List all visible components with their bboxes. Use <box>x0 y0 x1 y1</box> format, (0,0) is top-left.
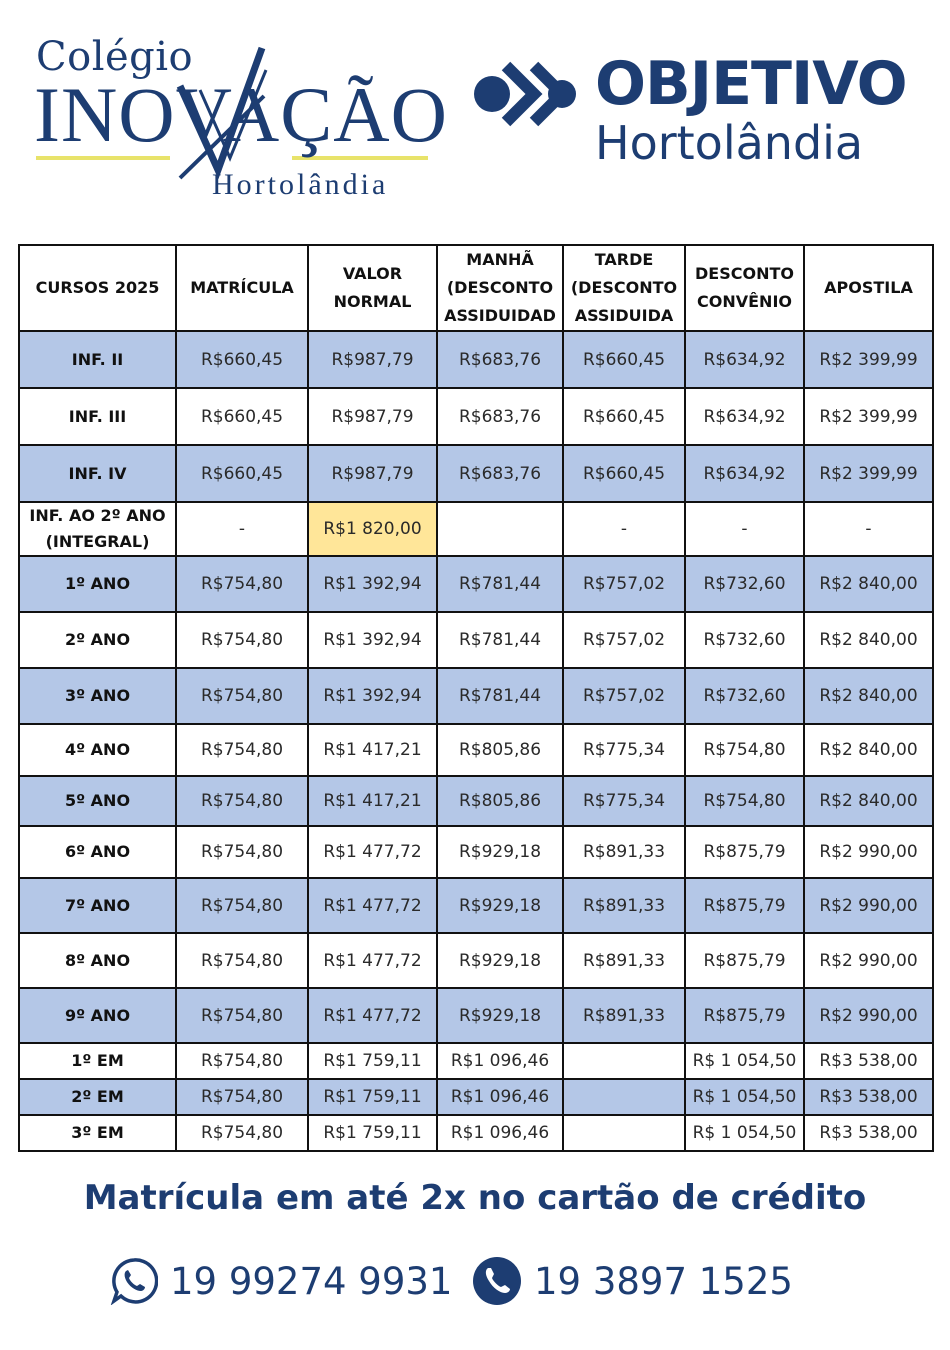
course-cell: INF. III <box>19 388 176 445</box>
header-valor-normal <box>308 245 437 331</box>
logo-left-hortolandia: Hortolândia <box>212 168 389 201</box>
course-cell: 4º ANO <box>19 724 176 776</box>
logo-right-objetivo: OBJETIVO <box>595 49 907 119</box>
price-cell: R$754,80 <box>685 776 804 826</box>
price-cell: R$891,33 <box>563 988 685 1043</box>
table-row <box>19 388 933 445</box>
price-cell: R$754,80 <box>176 826 308 878</box>
price-cell: R$775,34 <box>563 724 685 776</box>
price-cell: R$2 990,00 <box>804 826 933 878</box>
price-cell: R$1 759,11 <box>308 1115 437 1151</box>
price-cell: R$1 096,46 <box>437 1115 563 1151</box>
price-cell: R$805,86 <box>437 776 563 826</box>
table-row <box>19 988 933 1043</box>
course-cell: 3º ANO <box>19 668 176 724</box>
header-line: APOSTILA <box>824 278 913 297</box>
price-cell: R$875,79 <box>685 988 804 1043</box>
header-line: TARDE <box>594 250 654 269</box>
course-cell: 3º EM <box>19 1115 176 1151</box>
table-row <box>19 933 933 988</box>
header-line: (DESCONTO <box>446 278 554 297</box>
price-cell: R$754,80 <box>176 556 308 612</box>
price-cell <box>563 1115 685 1151</box>
price-cell: R$1 759,11 <box>308 1043 437 1079</box>
price-cell: R$805,86 <box>437 724 563 776</box>
price-cell: R$754,80 <box>176 724 308 776</box>
price-cell: R$754,80 <box>176 933 308 988</box>
price-cell: R$3 538,00 <box>804 1043 933 1079</box>
logo-left-inovacao: INOVAÇÃO <box>34 71 448 158</box>
price-cell: R$1 477,72 <box>308 826 437 878</box>
price-cell: R$987,79 <box>308 388 437 445</box>
header-line: NORMAL <box>333 292 412 311</box>
price-cell: R$781,44 <box>437 612 563 668</box>
header-line: ASSIDUIDAD <box>444 306 556 325</box>
price-cell: R$2 990,00 <box>804 933 933 988</box>
course-cell: 8º ANO <box>19 933 176 988</box>
price-cell: R$3 538,00 <box>804 1079 933 1115</box>
price-cell: R$3 538,00 <box>804 1115 933 1151</box>
table-row <box>19 1079 933 1115</box>
course-cell: 7º ANO <box>19 878 176 933</box>
price-cell <box>563 1079 685 1115</box>
table-row <box>19 445 933 502</box>
price-cell: R$ 1 054,50 <box>685 1115 804 1151</box>
table-row <box>19 668 933 724</box>
price-cell: R$2 840,00 <box>804 612 933 668</box>
table-row <box>19 826 933 878</box>
price-cell: R$1 096,46 <box>437 1079 563 1115</box>
price-cell: R$ 1 054,50 <box>685 1079 804 1115</box>
price-cell: R$683,76 <box>437 331 563 388</box>
price-cell: R$781,44 <box>437 556 563 612</box>
price-cell: R$754,80 <box>176 776 308 826</box>
price-cell: R$754,80 <box>176 612 308 668</box>
table-row <box>19 1043 933 1079</box>
price-cell: R$660,45 <box>176 388 308 445</box>
price-cell: R$660,45 <box>176 445 308 502</box>
price-cell: R$1 477,72 <box>308 878 437 933</box>
price-cell: R$1 392,94 <box>308 556 437 612</box>
header-tarde <box>563 245 685 331</box>
price-cell: R$1 477,72 <box>308 933 437 988</box>
header-line: MATRÍCULA <box>190 278 294 297</box>
price-cell: R$754,80 <box>685 724 804 776</box>
table-row <box>19 1115 933 1151</box>
price-cell: R$2 840,00 <box>804 776 933 826</box>
price-cell: R$2 990,00 <box>804 988 933 1043</box>
course-cell: 2º ANO <box>19 612 176 668</box>
price-cell: R$732,60 <box>685 556 804 612</box>
installment-note: Matrícula em até 2x no cartão de crédito <box>83 1178 867 1218</box>
price-cell: R$987,79 <box>308 331 437 388</box>
price-cell: R$ 1 054,50 <box>685 1043 804 1079</box>
header-line: CONVÊNIO <box>697 292 792 311</box>
price-cell: R$754,80 <box>176 988 308 1043</box>
price-cell: R$634,92 <box>685 388 804 445</box>
price-cell: R$1 820,00 <box>308 502 437 556</box>
price-cell: R$1 477,72 <box>308 988 437 1043</box>
header-line: ASSIDUIDA <box>574 306 674 325</box>
table-row <box>19 556 933 612</box>
header-line: MANHÃ <box>466 250 534 269</box>
table-row <box>19 724 933 776</box>
price-cell: R$875,79 <box>685 878 804 933</box>
price-cell: R$929,18 <box>437 878 563 933</box>
header-cursos <box>19 245 176 331</box>
whatsapp-contact[interactable] <box>110 1256 452 1306</box>
price-cell: R$754,80 <box>176 668 308 724</box>
course-cell: INF. II <box>19 331 176 388</box>
price-cell: R$660,45 <box>176 331 308 388</box>
price-cell: R$732,60 <box>685 612 804 668</box>
price-cell <box>563 1043 685 1079</box>
table-row <box>19 612 933 668</box>
price-cell: R$2 990,00 <box>804 878 933 933</box>
price-cell: R$683,76 <box>437 388 563 445</box>
price-cell: R$891,33 <box>563 933 685 988</box>
header-line: CURSOS 2025 <box>35 278 160 297</box>
price-cell: R$660,45 <box>563 331 685 388</box>
header-line: VALOR <box>342 264 403 283</box>
price-cell: R$1 417,21 <box>308 724 437 776</box>
price-cell: R$1 417,21 <box>308 776 437 826</box>
price-cell: R$891,33 <box>563 826 685 878</box>
price-cell: R$2 840,00 <box>804 556 933 612</box>
table-row <box>19 776 933 826</box>
price-cell: R$2 399,99 <box>804 445 933 502</box>
header-apostila <box>804 245 933 331</box>
price-cell: R$683,76 <box>437 445 563 502</box>
price-cell: - <box>563 502 685 556</box>
price-cell: R$875,79 <box>685 933 804 988</box>
colegio-inovacao-logo <box>30 30 448 205</box>
price-cell: R$660,45 <box>563 388 685 445</box>
course-cell: 6º ANO <box>19 826 176 878</box>
price-cell: R$775,34 <box>563 776 685 826</box>
price-cell: R$1 392,94 <box>308 668 437 724</box>
price-cell: R$1 759,11 <box>308 1079 437 1115</box>
table-header-row <box>19 245 933 331</box>
price-cell: R$754,80 <box>176 1043 308 1079</box>
phone-number: 19 3897 1525 <box>534 1259 793 1303</box>
price-cell: R$929,18 <box>437 933 563 988</box>
header-manha <box>437 245 563 331</box>
price-cell: R$660,45 <box>563 445 685 502</box>
price-cell: R$2 399,99 <box>804 388 933 445</box>
phone-icon <box>472 1256 522 1306</box>
header-line: DESCONTO <box>695 264 794 283</box>
course-cell: 9º ANO <box>19 988 176 1043</box>
course-cell: INF. IV <box>19 445 176 502</box>
header-line: (DESCONTO <box>570 278 678 297</box>
table-row <box>19 331 933 388</box>
price-cell: R$781,44 <box>437 668 563 724</box>
price-cell: R$987,79 <box>308 445 437 502</box>
logo-left-colegio: Colégio <box>36 34 194 80</box>
price-cell: R$929,18 <box>437 988 563 1043</box>
whatsapp-icon <box>110 1257 158 1305</box>
price-cell: R$875,79 <box>685 826 804 878</box>
price-cell: R$754,80 <box>176 878 308 933</box>
price-cell: R$1 392,94 <box>308 612 437 668</box>
table-row <box>19 878 933 933</box>
phone-contact[interactable] <box>472 1256 793 1306</box>
price-cell: R$757,02 <box>563 556 685 612</box>
whatsapp-number: 19 99274 9931 <box>170 1259 453 1303</box>
price-cell: - <box>176 502 308 556</box>
course-cell: 1º ANO <box>19 556 176 612</box>
price-cell <box>437 502 563 556</box>
price-cell: R$2 840,00 <box>804 724 933 776</box>
price-cell: R$891,33 <box>563 878 685 933</box>
price-cell: R$2 399,99 <box>804 331 933 388</box>
table-row <box>19 502 933 556</box>
price-cell: R$634,92 <box>685 331 804 388</box>
price-cell: R$929,18 <box>437 826 563 878</box>
course-cell: 1º EM <box>19 1043 176 1079</box>
objetivo-chevrons-icon <box>470 58 590 138</box>
price-cell: R$757,02 <box>563 668 685 724</box>
price-cell: R$1 096,46 <box>437 1043 563 1079</box>
course-cell: 2º EM <box>19 1079 176 1115</box>
price-cell: R$757,02 <box>563 612 685 668</box>
price-cell: R$754,80 <box>176 1079 308 1115</box>
price-table <box>18 244 934 1152</box>
price-cell: - <box>685 502 804 556</box>
price-cell: R$634,92 <box>685 445 804 502</box>
header-desconto-convenio <box>685 245 804 331</box>
logo-right-hortolandia: Hortolândia <box>595 116 864 170</box>
objetivo-logo <box>470 48 930 188</box>
price-cell: R$754,80 <box>176 1115 308 1151</box>
price-cell: R$2 840,00 <box>804 668 933 724</box>
price-cell: - <box>804 502 933 556</box>
price-cell: R$732,60 <box>685 668 804 724</box>
course-cell: 5º ANO <box>19 776 176 826</box>
course-cell: INF. AO 2º ANO (INTEGRAL) <box>19 502 176 556</box>
header-matricula <box>176 245 308 331</box>
